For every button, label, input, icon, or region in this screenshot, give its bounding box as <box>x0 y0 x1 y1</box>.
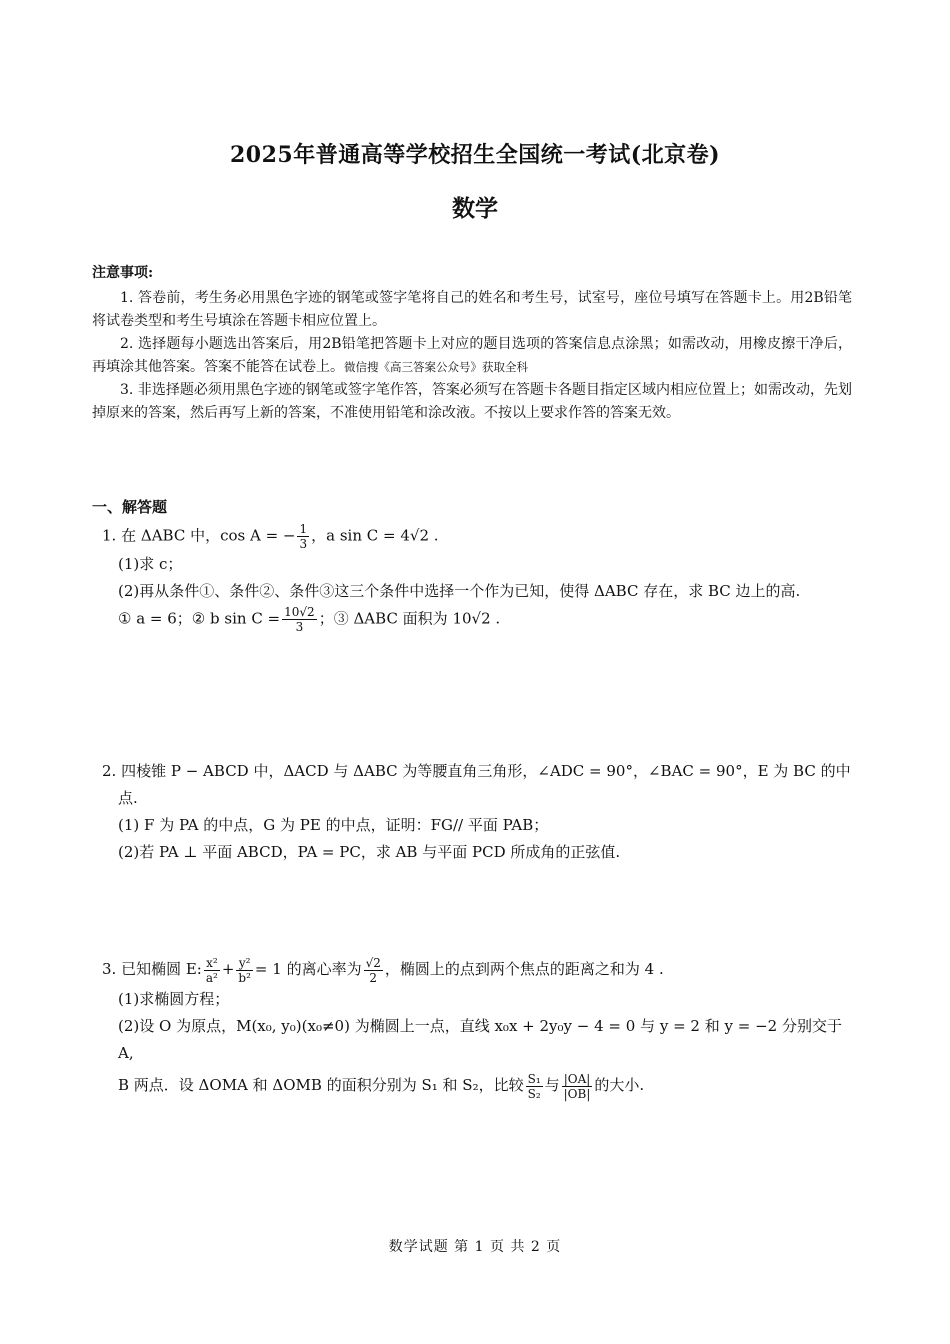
question-3-stem <box>102 952 862 986</box>
q1-stem-a: 在 ΔABC 中，cos A = − <box>121 526 296 545</box>
q3-p2b-b: 的大小. <box>594 1076 645 1094</box>
notice-item-1: 1. 答卷前，考生务必用黑色字迹的钢笔或签字笔将自己的姓名和考生号，试室号，座位号填写在答题卡上。用2B铅笔将试卷类型和考生号填涂在答题卡相应位置上。 <box>92 290 852 329</box>
fraction-denominator: S₂ <box>527 1086 541 1101</box>
plus-sign: + <box>221 960 235 978</box>
subject-title: 数学 <box>452 195 498 222</box>
fraction-denominator: b² <box>238 970 251 985</box>
fraction-denominator: 2 <box>369 970 378 985</box>
fraction-denominator: 3 <box>299 537 308 551</box>
question-3 <box>102 952 862 1103</box>
fraction-numerator: y² <box>236 956 253 971</box>
fraction-denominator: |OB| <box>563 1086 591 1101</box>
section-heading: 一、解答题 <box>92 498 168 516</box>
q3-part-2: (2)设 O 为原点，M(x₀, y₀)(x₀≠0) 为椭圆上一点，直线 x₀x + 2y₀y − 4 = 0 与 y = 2 和 y = −2 分别交于 A, <box>118 1017 842 1062</box>
fraction-numerator: x² <box>204 956 220 971</box>
q1-conditions <box>102 605 862 634</box>
notice-item-2 <box>92 333 852 379</box>
fraction <box>297 522 309 551</box>
fraction-numerator: √2 <box>365 955 381 970</box>
question-2-stem <box>102 758 862 785</box>
fraction <box>282 605 317 634</box>
fraction <box>236 956 253 985</box>
fraction-denominator: a² <box>205 970 218 985</box>
question-number: 1. <box>102 526 117 545</box>
watermark-text: 微信搜《高三答案公众号》获取全科 <box>344 360 528 374</box>
q3-stem-b: = 1 的离心率为 <box>254 960 362 978</box>
question-2 <box>102 758 862 866</box>
q2-stem-cont: 点. <box>118 789 138 807</box>
fraction-numerator: 1 <box>299 522 308 536</box>
q1-cond-a: ① a = 6；② b sin C = <box>118 609 281 628</box>
exam-title: 2025年普通高等学校招生全国统一考试(北京卷) <box>229 142 721 168</box>
fraction <box>204 956 220 985</box>
question-1-stem <box>102 522 862 551</box>
fraction <box>562 1072 593 1101</box>
q1-part-2: (2)再从条件①、条件②、条件③这三个条件中选择一个作为已知，使得 ΔABC 存在，求 BC 边上的高. <box>118 582 801 600</box>
page-footer: 数学试题 第 1 页 共 2 页 <box>388 1239 562 1255</box>
question-number: 3. <box>102 960 117 978</box>
question-number: 2. <box>102 762 117 780</box>
q2-part-1: (1) F 为 PA 的中点，G 为 PE 的中点，证明：FG// 平面 PAB； <box>118 816 549 834</box>
q3-p2b-a: B 两点．设 ΔOMA 和 ΔOMB 的面积分别为 S₁ 和 S₂，比较 <box>118 1076 524 1094</box>
fraction <box>364 956 383 985</box>
q1-stem-b: ，a sin C = 4√2 . <box>311 526 439 545</box>
q2-stem: 四棱锥 P − ABCD 中，ΔACD 与 ΔABC 为等腰直角三角形，∠ADC = 90°，∠BAC = 90°，E 为 BC 的中 <box>121 762 851 780</box>
q3-part-1: (1)求椭圆方程； <box>118 990 230 1008</box>
q1-cond-b: ；③ ΔABC 面积为 10√2 . <box>318 609 501 628</box>
question-1 <box>102 522 862 634</box>
q3-part-2-cont <box>102 1067 862 1103</box>
fraction <box>526 1072 543 1101</box>
fraction-numerator: 10√2 <box>284 605 315 619</box>
notice-heading: 注意事项: <box>92 265 154 281</box>
q3-stem-a: 已知椭圆 E: <box>121 960 202 978</box>
fraction-numerator: |OA| <box>562 1072 593 1087</box>
q3-p2b-mid: 与 <box>544 1076 560 1094</box>
notice-item-2-text: 2. 选择题每小题选出答案后，用2B铅笔把答题卡上对应的题目选项的答案信息点涂黑；如需改动，用橡皮擦干净后，再填涂其他答案。答案不能答在试卷上。 <box>92 336 852 375</box>
q1-part-1: (1)求 c； <box>118 555 183 573</box>
notice-block <box>92 262 852 425</box>
q2-part-2: (2)若 PA ⊥ 平面 ABCD，PA = PC，求 AB 与平面 PCD 所成角的正弦值. <box>118 843 621 861</box>
fraction-numerator: S₁ <box>527 1071 541 1086</box>
notice-item-3: 3. 非选择题必须用黑色字迹的钢笔或签字笔作答，答案必须写在答题卡各题目指定区域内相应位置上；如需改动，先划掉原来的答案，然后再写上新的答案，不准使用铅笔和涂改液。不按以上要求作答的答案无效。 <box>92 382 852 421</box>
q3-stem-c: ，椭圆上的点到两个焦点的距离之和为 4 . <box>384 960 664 978</box>
fraction-denominator: 3 <box>295 620 304 634</box>
